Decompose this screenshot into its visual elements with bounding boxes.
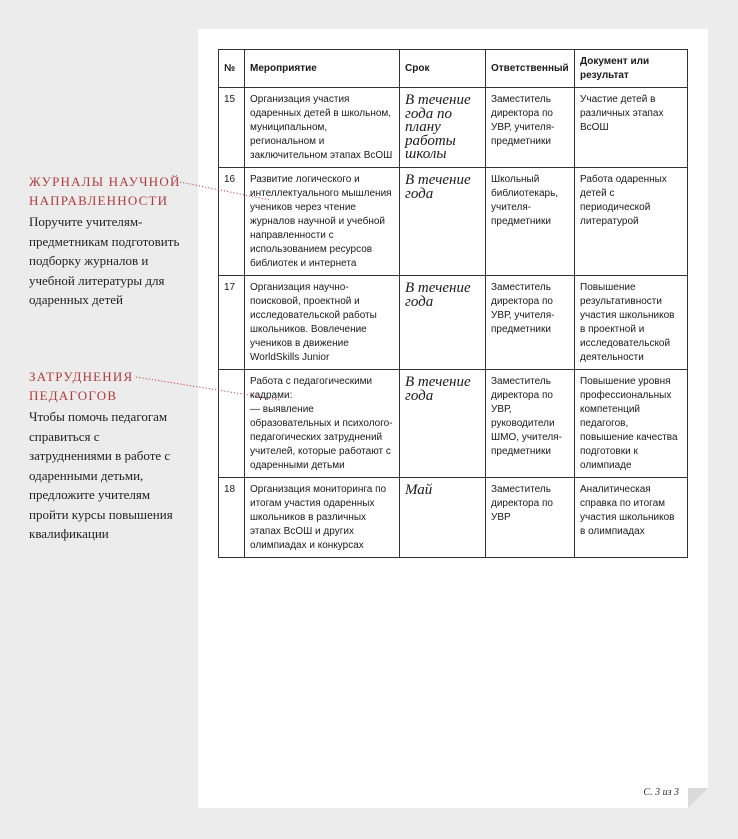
table-row <box>219 478 688 558</box>
cell-responsible: Школьный библиотекарь, учителя-предметники <box>486 168 575 276</box>
header-result: Документ или результат <box>575 50 688 88</box>
cell-number: 17 <box>219 276 245 370</box>
cell-event: Работа с педагогическими кадрами: — выявление образовательных и психолого-педагогических затруднений учителей, которые работают с одаренными детьми <box>245 370 400 478</box>
sidebar-note-text: Чтобы помочь педагогам справиться с затруднениями в работе с одаренными детьми, предложите учителям пройти курсы повышения квалификации <box>29 409 173 541</box>
sidebar-note-title: ЗАТРУДНЕНИЯ ПЕДАГОГОВ <box>29 369 134 403</box>
cell-event: Организация участия одаренных детей в школьном, муниципальном, региональном и заключительном этапах ВсОШ <box>245 88 400 168</box>
cell-responsible: Заместитель директора по УВР, учителя-предметники <box>486 88 575 168</box>
cell-result: Участие детей в различных этапах ВсОШ <box>575 88 688 168</box>
table-header-row <box>219 50 688 88</box>
cell-term: В течение года по плану работы школы <box>400 88 486 168</box>
table-row <box>219 168 688 276</box>
cell-term: В течение года <box>400 276 486 370</box>
cell-number: 18 <box>219 478 245 558</box>
header-term: Срок <box>400 50 486 88</box>
cell-result: Аналитическая справка по итогам участия школьников в олимпиадах <box>575 478 688 558</box>
cell-number <box>219 370 245 478</box>
header-responsible: Ответственный <box>486 50 575 88</box>
document-page <box>198 29 708 808</box>
cell-result: Повышение уровня профессиональных компетенций педагогов, повышение качества подготовки к олимпиаде <box>575 370 688 478</box>
cell-event: Организация научно-поисковой, проектной и исследовательской работы школьников. Вовлечение учеников в движение WorldSkills Junior <box>245 276 400 370</box>
sidebar-note-text: Поручите учителям-предметникам подготовить подборку журналов и учебной литературы для одаренных детей <box>29 214 180 307</box>
sidebar-note-journals <box>29 172 184 310</box>
table-row <box>219 276 688 370</box>
cell-number: 15 <box>219 88 245 168</box>
cell-term: В течение года <box>400 168 486 276</box>
cell-event: Развитие логического и интеллектуального мышления учеников через чтение журналов научной и учебной направленности с использованием ресурсов библиотек и интернета <box>245 168 400 276</box>
cell-responsible: Заместитель директора по УВР, руководители ШМО, учителя-предметники <box>486 370 575 478</box>
header-event: Мероприятие <box>245 50 400 88</box>
cell-event: Организация мониторинга по итогам участия одаренных школьников в различных этапах ВсОШ и других олимпиадах и конкурсах <box>245 478 400 558</box>
page-corner-fold <box>688 788 708 808</box>
cell-term: В течение года <box>400 370 486 478</box>
sidebar-note-difficulties <box>29 367 184 544</box>
sidebar-note-title: ЖУРНАЛЫ НАУЧНОЙ НАПРАВЛЕННОСТИ <box>29 174 181 208</box>
cell-result: Повышение результативности участия школьников в проектной и исследовательской деятельности <box>575 276 688 370</box>
page-number: С. 3 из 3 <box>643 787 679 798</box>
table-row <box>219 370 688 478</box>
cell-number: 16 <box>219 168 245 276</box>
cell-result: Работа одаренных детей с периодической литературой <box>575 168 688 276</box>
cell-responsible: Заместитель директора по УВР <box>486 478 575 558</box>
header-number: № <box>219 50 245 88</box>
cell-term: Май <box>400 478 486 558</box>
cell-responsible: Заместитель директора по УВР, учителя-предметники <box>486 276 575 370</box>
table-row <box>219 88 688 168</box>
events-table <box>218 49 688 558</box>
